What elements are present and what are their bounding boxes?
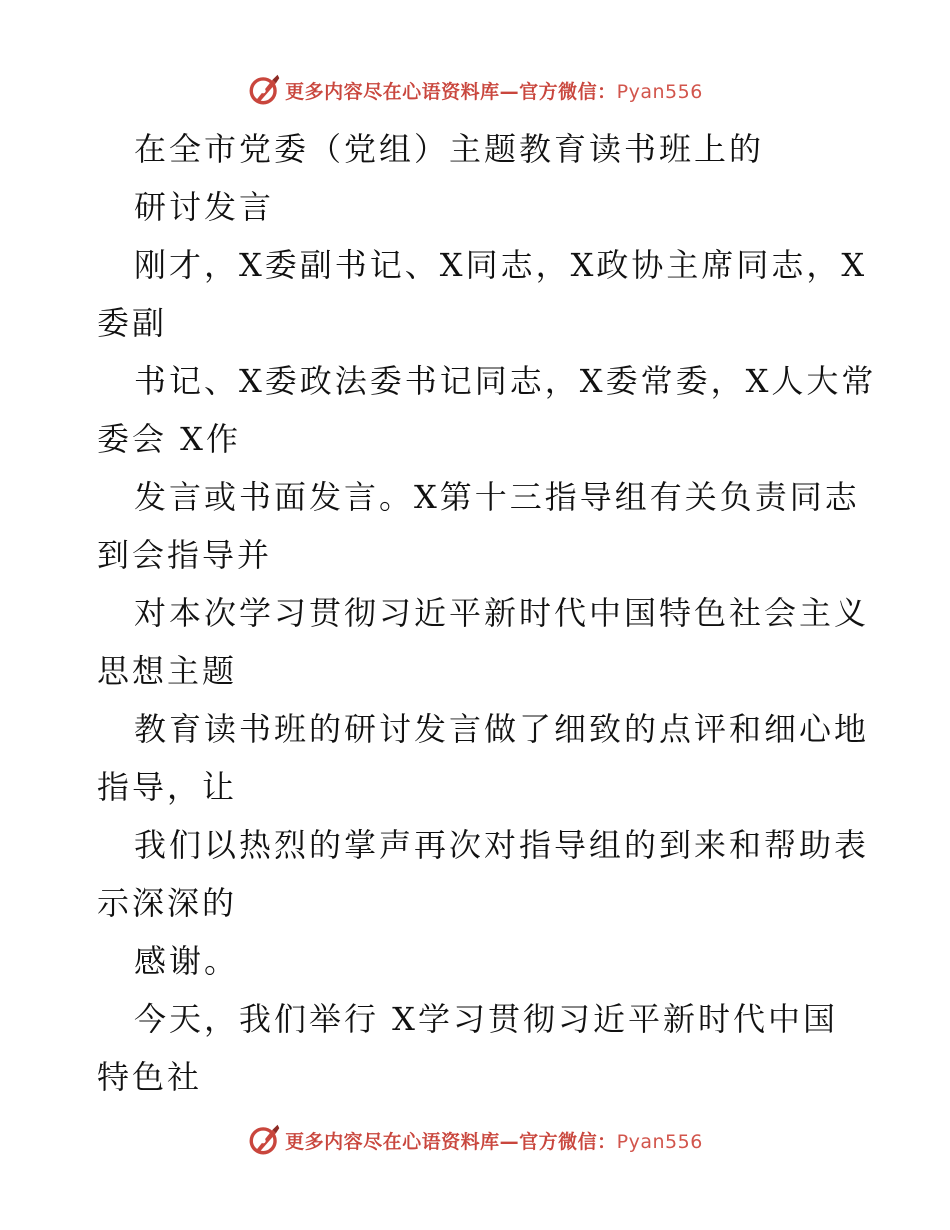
text-line: 今天，我们举行 X学习贯彻习近平新时代中国 bbox=[134, 1000, 838, 1038]
wechat-id: Pyan556 bbox=[616, 1130, 703, 1153]
text-line: 对本次学习贯彻习近平新时代中国特色社会主义 bbox=[134, 594, 870, 632]
banner-text bbox=[285, 1127, 703, 1154]
quill-pen-logo-icon bbox=[247, 73, 281, 107]
text-line: 委会 X作 bbox=[97, 420, 241, 458]
text-line: 特色社 bbox=[97, 1058, 203, 1096]
text-line: 到会指导并 bbox=[97, 536, 273, 574]
text-line: 发言或书面发言。X第十三指导组有关负责同志 bbox=[134, 478, 860, 516]
banner-text bbox=[285, 77, 703, 104]
text-line: 书记、X委政法委书记同志，X委常委，X人大常 bbox=[134, 362, 877, 400]
quill-pen-logo-icon bbox=[247, 1123, 281, 1157]
text-line: 刚才，X委副书记、X同志，X政协主席同志，X bbox=[134, 246, 868, 284]
text-line: 示深深的 bbox=[97, 884, 238, 922]
text-line: 思想主题 bbox=[97, 652, 238, 690]
banner-slogan: 更多内容尽在心语资料库—官方微信： bbox=[285, 80, 617, 103]
footer-banner bbox=[0, 1120, 950, 1160]
wechat-id: Pyan556 bbox=[616, 80, 703, 103]
document-body bbox=[0, 120, 950, 1106]
text-line: 委副 bbox=[97, 304, 168, 342]
text-line: 在全市党委（党组）主题教育读书班上的 bbox=[134, 130, 765, 168]
text-line: 感谢。 bbox=[134, 942, 240, 980]
banner-slogan: 更多内容尽在心语资料库—官方微信： bbox=[285, 1130, 617, 1153]
text-line: 教育读书班的研讨发言做了细致的点评和细心地 bbox=[134, 710, 870, 748]
text-line: 我们以热烈的掌声再次对指导组的到来和帮助表 bbox=[134, 826, 870, 864]
header-banner bbox=[0, 70, 950, 110]
text-line: 研讨发言 bbox=[134, 188, 275, 226]
text-line: 指导，让 bbox=[97, 768, 238, 806]
